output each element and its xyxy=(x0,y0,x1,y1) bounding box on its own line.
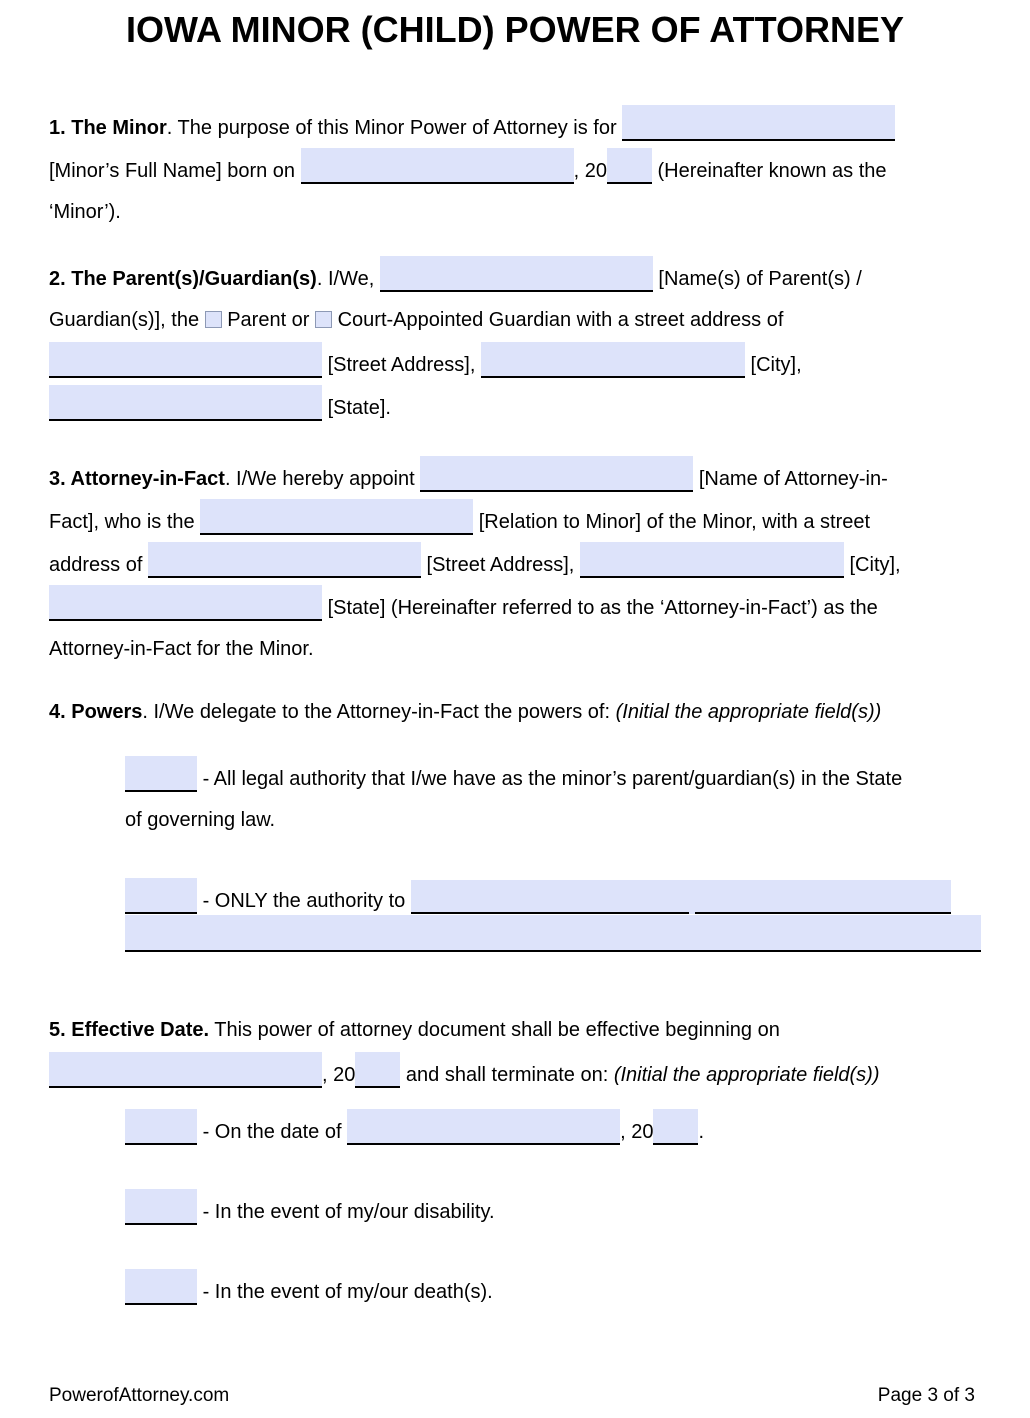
only-authority-underline-1 xyxy=(411,880,689,914)
section-parents-line-2 xyxy=(49,299,981,342)
section-powers-intro: . I/We delegate to the Attorney-in-Fact the powers of: xyxy=(142,701,616,723)
section-attorney-heading: 3. Attorney-in-Fact xyxy=(49,468,225,490)
attorney-city-label: [City], xyxy=(849,554,901,576)
section-effective-line-2 xyxy=(49,1052,981,1095)
section-powers xyxy=(49,691,981,952)
begin-year-field[interactable] xyxy=(355,1052,400,1088)
parent-guardian-names-field[interactable] xyxy=(380,256,653,292)
only-authority-initials-field[interactable] xyxy=(125,878,197,914)
section-attorney-intro: . I/We hereby appoint xyxy=(224,468,415,490)
minor-full-name-field[interactable] xyxy=(622,105,895,141)
attorney-line1-after: [Name of Attorney-in- xyxy=(698,468,888,490)
section-effective-date xyxy=(49,1009,981,1312)
section-parents xyxy=(49,256,981,428)
page-footer xyxy=(49,1385,975,1407)
section-attorney-line-5 xyxy=(49,628,981,671)
death-text: - In the event of my/our death(s). xyxy=(202,1281,493,1303)
footer-page-number: Page 3 of 3 xyxy=(877,1385,975,1406)
section-minor xyxy=(49,105,981,234)
section-attorney-line-3 xyxy=(49,542,981,585)
begin-date-field[interactable] xyxy=(49,1052,322,1088)
parents-line1-after: [Name(s) of Parent(s) / xyxy=(658,268,862,290)
parents-city-field[interactable] xyxy=(481,342,745,378)
effective-option-death xyxy=(49,1269,981,1312)
only-authority-underline-2 xyxy=(695,880,951,914)
section-minor-intro: . The purpose of this Minor Power of Attorney is for xyxy=(166,117,617,139)
powers-option-all-line-1 xyxy=(49,756,981,799)
section-minor-line-1 xyxy=(49,105,981,148)
attorney-street-address-field[interactable] xyxy=(148,542,421,578)
powers-option-only-line-1 xyxy=(49,878,981,921)
terminate-date-text: - On the date of xyxy=(202,1121,342,1143)
section-minor-line-3 xyxy=(49,191,981,234)
attorney-city-field[interactable] xyxy=(580,542,844,578)
attorney-street-label: [Street Address], xyxy=(426,554,575,576)
effective-initial-note: (Initial the appropriate field(s)) xyxy=(613,1064,880,1086)
powers-option-all xyxy=(49,756,981,842)
section-effective-heading: 5. Effective Date. xyxy=(49,1019,210,1041)
effective-year-prefix: , 20 xyxy=(322,1064,356,1086)
terminate-year-field[interactable] xyxy=(653,1109,698,1145)
footer-site-name: PowerofAttorney.com xyxy=(49,1385,230,1406)
section-parents-intro: . I/We, xyxy=(316,268,375,290)
minor-line3-text: ‘Minor’). xyxy=(49,201,121,223)
parents-street-address-field[interactable] xyxy=(49,342,322,378)
powers-only-text: - ONLY the authority to xyxy=(202,890,406,912)
terminate-year-prefix: , 20 xyxy=(620,1121,654,1143)
powers-option-all-line-2 xyxy=(49,799,981,842)
attorney-relation-field[interactable] xyxy=(200,499,473,535)
parents-city-label: [City], xyxy=(750,354,802,376)
parents-line2-text: Guardian(s)], the xyxy=(49,309,200,331)
death-initials-field[interactable] xyxy=(125,1269,197,1305)
court-appointed-guardian-checkbox[interactable] xyxy=(315,311,332,328)
terminate-on-date-initials-field[interactable] xyxy=(125,1109,197,1145)
effective-option-disability xyxy=(49,1189,981,1232)
parents-state-label: [State]. xyxy=(327,397,391,419)
effective-option-date xyxy=(49,1109,981,1152)
powers-all-text-1: - All legal authority that I/we have as the minor’s parent/guardian(s) in the State xyxy=(202,768,903,790)
section-attorney-line-2 xyxy=(49,499,981,542)
disability-text: - In the event of my/our disability. xyxy=(202,1201,495,1223)
section-parents-heading: 2. The Parent(s)/Guardian(s) xyxy=(49,268,317,290)
attorney-name-field[interactable] xyxy=(420,456,693,492)
parents-state-field[interactable] xyxy=(49,385,322,421)
document-body xyxy=(0,105,1030,1312)
section-effective-intro: This power of attorney document shall be effective beginning on xyxy=(209,1019,780,1041)
powers-all-text-2: of governing law. xyxy=(125,809,276,831)
disability-initials-field[interactable] xyxy=(125,1189,197,1225)
terminate-date-field[interactable] xyxy=(347,1109,620,1145)
attorney-line4-after: [State] (Hereinafter referred to as the ‘Attorney-in-Fact’) as the xyxy=(327,597,878,619)
section-powers-line-1 xyxy=(49,691,981,734)
section-attorney-line-1 xyxy=(49,456,981,499)
attorney-line2-after: [Relation to Minor] of the Minor, with a street xyxy=(478,511,871,533)
section-parents-line-4 xyxy=(49,385,981,428)
minor-year-prefix: , 20 xyxy=(573,160,607,182)
page-title: IOWA MINOR (CHILD) POWER OF ATTORNEY xyxy=(126,9,904,50)
all-authority-initials-field[interactable] xyxy=(125,756,197,792)
section-parents-line-3 xyxy=(49,342,981,385)
only-authority-text-field[interactable] xyxy=(411,880,951,914)
terminate-period: . xyxy=(698,1121,705,1143)
birth-year-field[interactable] xyxy=(607,148,652,184)
powers-initial-note: (Initial the appropriate field(s)) xyxy=(615,701,882,723)
section-minor-line-2 xyxy=(49,148,981,191)
section-minor-heading: 1. The Minor xyxy=(49,117,167,139)
attorney-line5-text: Attorney-in-Fact for the Minor. xyxy=(49,638,314,660)
minor-line2-after: (Hereinafter known as the xyxy=(657,160,887,182)
attorney-line3-text: address of xyxy=(49,554,143,576)
powers-option-only xyxy=(49,878,981,952)
section-effective-line-1 xyxy=(49,1009,981,1052)
parents-street-label: [Street Address], xyxy=(327,354,476,376)
attorney-state-field[interactable] xyxy=(49,585,322,621)
section-attorney xyxy=(49,456,981,671)
attorney-line2-text: Fact], who is the xyxy=(49,511,195,533)
section-parents-line-1 xyxy=(49,256,981,299)
minor-line2-text: [Minor’s Full Name] born on xyxy=(49,160,296,182)
section-powers-heading: 4. Powers xyxy=(49,701,143,723)
effective-line2-after: and shall terminate on: xyxy=(400,1064,614,1086)
birth-date-field[interactable] xyxy=(301,148,574,184)
guardian-checkbox-label: Court-Appointed Guardian with a street address of xyxy=(337,309,784,331)
parent-checkbox-label: Parent or xyxy=(227,309,310,331)
section-attorney-line-4 xyxy=(49,585,981,628)
parent-checkbox[interactable] xyxy=(205,311,222,328)
